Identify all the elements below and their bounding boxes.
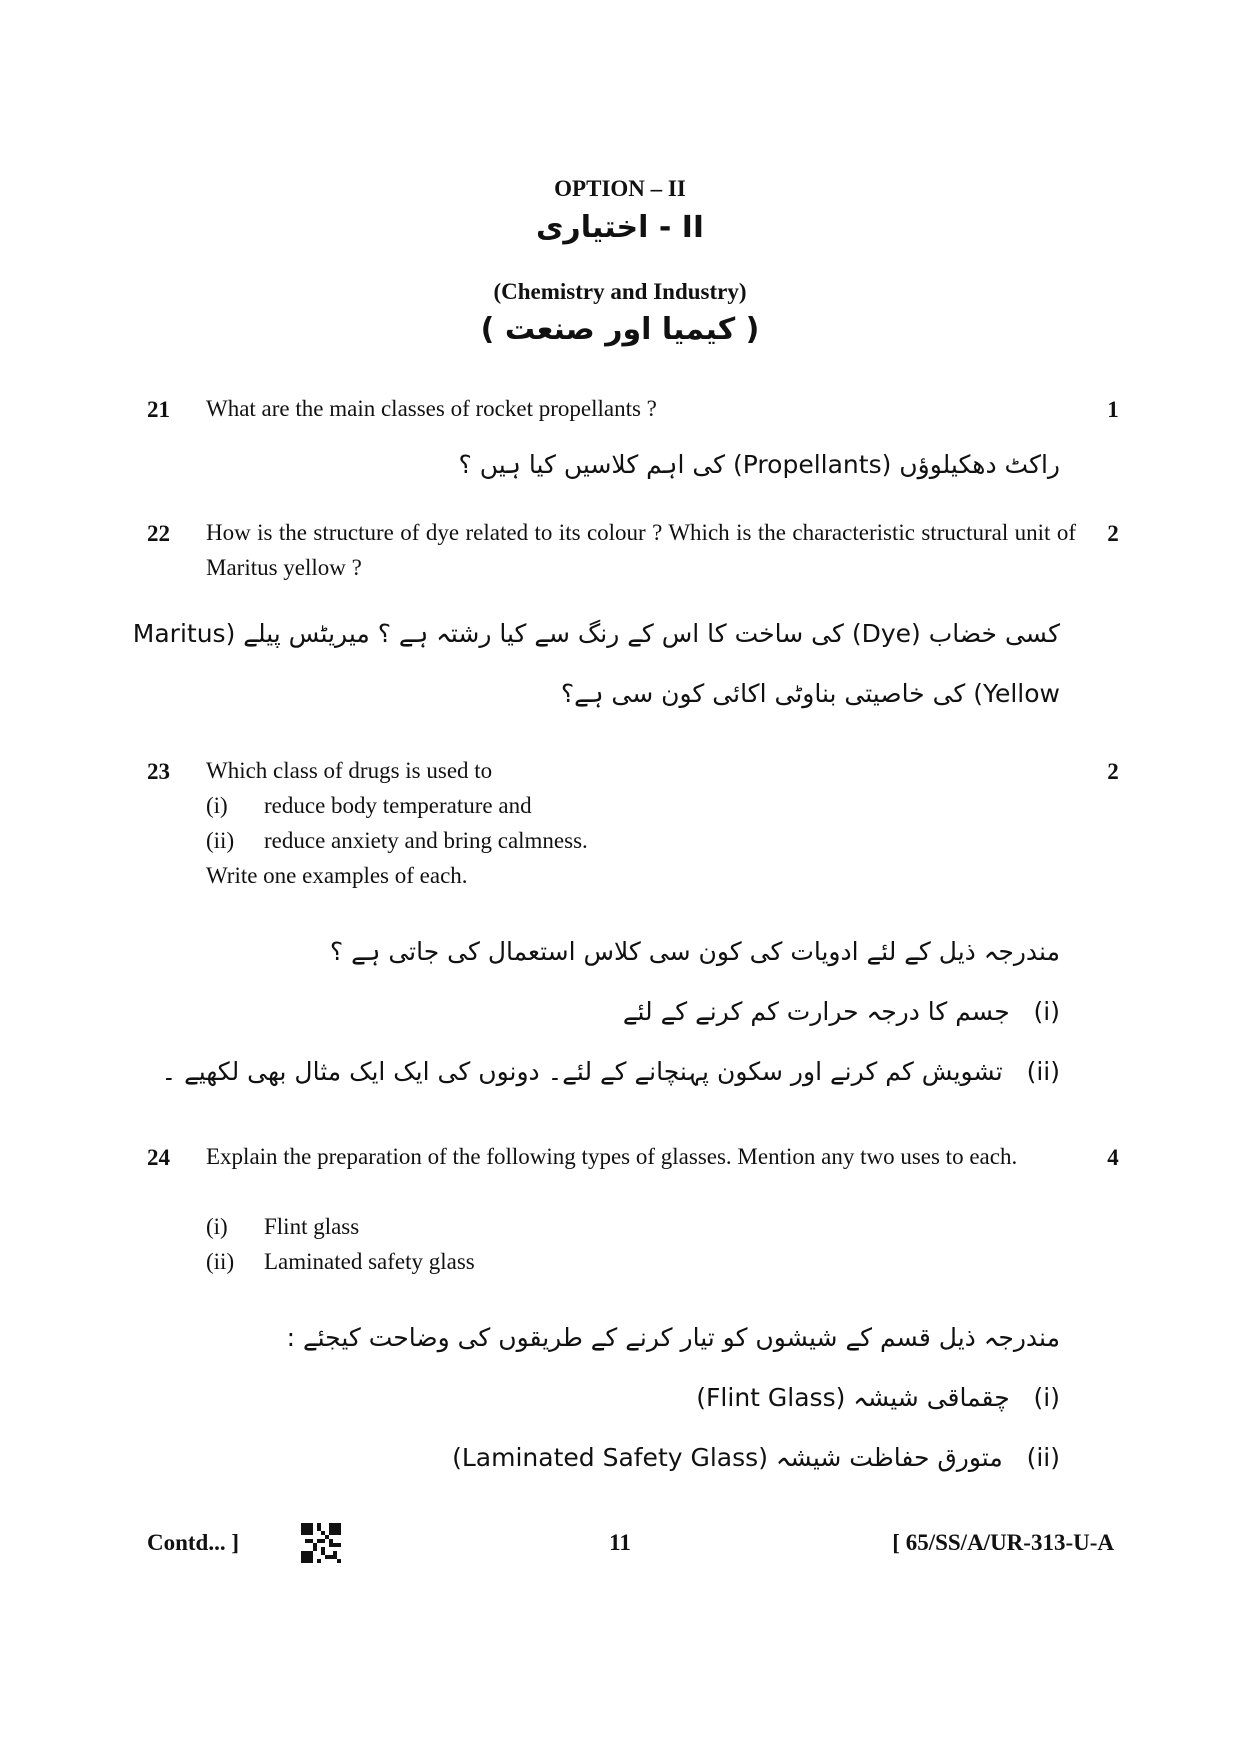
option-title-urdu: اختیاری - II xyxy=(535,210,705,245)
question-marks: 4 xyxy=(1107,1145,1119,1170)
sub-item xyxy=(206,1209,359,1244)
sub-item-label: (i) xyxy=(1033,1383,1060,1412)
sub-item-label: (ii) xyxy=(1026,1057,1060,1086)
question-text: Explain the preparation of the following types of glasses. Mention any two uses to each. xyxy=(206,1144,1018,1169)
sub-item-text: جسم کا درجہ حرارت کم کرنے کے لئے xyxy=(622,997,1010,1026)
sub-item-text: متورق حفاظت شیشہ (Laminated Safety Glass) xyxy=(452,1443,1003,1472)
question-closing: Write one examples of each. xyxy=(206,863,468,888)
sub-item-text: Laminated safety glass xyxy=(264,1249,475,1274)
question-number: 22 xyxy=(147,521,170,546)
subject-title: (Chemistry and Industry) xyxy=(493,279,747,304)
sub-item-urdu xyxy=(161,1050,1060,1094)
question-text-urdu: مندرجہ ذیل کے لئے ادویات کی کون سی کلاس استعمال کی جاتی ہے ؟ xyxy=(329,937,1060,966)
sub-item-text: reduce body temperature and xyxy=(264,793,532,818)
question-number: 21 xyxy=(147,397,170,422)
sub-item-text: چقماقی شیشہ (Flint Glass) xyxy=(696,1383,1010,1412)
sub-item-label: (ii) xyxy=(1026,1443,1060,1472)
sub-item-text: تشویش کم کرنے اور سکون پہنچانے کے لئے۔ دونوں کی ایک ایک مثال بھی لکھیے ۔ xyxy=(161,1057,1003,1086)
sub-item-urdu xyxy=(623,990,1060,1034)
sub-item-text: reduce anxiety and bring calmness. xyxy=(264,828,588,853)
question-marks: 2 xyxy=(1107,521,1119,546)
sub-item-label: (i) xyxy=(206,1214,228,1239)
question-text-urdu: راکٹ دھکیلوؤں (Propellants) کی اہم کلاسیں کیا ہیں ؟ xyxy=(458,450,1060,479)
question-text: What are the main classes of rocket propellants ? xyxy=(206,396,657,421)
question-marks: 2 xyxy=(1107,759,1119,784)
sub-item-urdu xyxy=(696,1376,1060,1420)
sub-item xyxy=(206,1244,475,1279)
contd-label: Contd... ] xyxy=(147,1530,240,1555)
sub-item-label: (ii) xyxy=(206,828,235,853)
option-title: OPTION – II xyxy=(554,176,686,201)
question-text-urdu-line-2: Yellow) کی خاصیتی بناوٹی اکائی کون سی ہے؟ xyxy=(560,679,1060,708)
sub-item-label: (i) xyxy=(206,793,228,818)
question-text-urdu-line-1: کسی خضاب (Dye) کی ساخت کا اس کے رنگ سے کیا رشتہ ہے ؟ میریٹس پیلے (Maritus xyxy=(132,619,1060,648)
question-number: 24 xyxy=(147,1145,170,1170)
question-text: Which class of drugs is used to xyxy=(206,758,493,783)
sub-item xyxy=(206,788,532,823)
question-text: How is the structure of dye related to its colour ? Which is the characteristic structural unit of Maritus yellow ? xyxy=(206,520,1076,580)
sub-item-urdu xyxy=(452,1436,1060,1480)
sub-item-label: (ii) xyxy=(206,1249,235,1274)
subject-title-urdu: ( کیمیا اور صنعت ) xyxy=(480,312,760,347)
sub-item-text: Flint glass xyxy=(264,1214,360,1239)
question-number: 23 xyxy=(147,759,170,784)
paper-code: [ 65/SS/A/UR-313-U-A xyxy=(892,1530,1114,1555)
page-number: 11 xyxy=(609,1530,631,1555)
sub-item xyxy=(206,823,588,858)
question-marks: 1 xyxy=(1107,397,1119,422)
question-text-urdu: مندرجہ ذیل قسم کے شیشوں کو تیار کرنے کے طریقوں کی وضاحت کیجئے : xyxy=(286,1323,1060,1352)
sub-item-label: (i) xyxy=(1033,997,1060,1026)
